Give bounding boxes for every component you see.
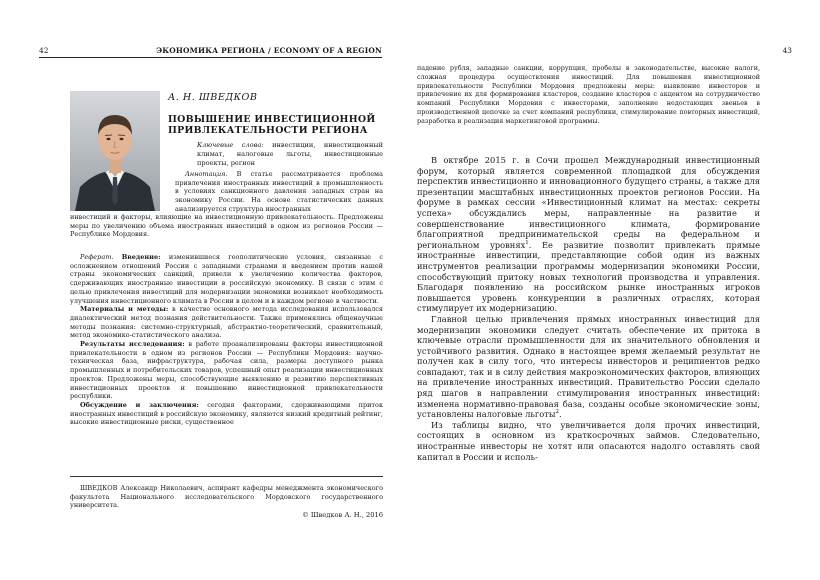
footnote-ref[interactable]: 1 (525, 239, 529, 246)
results-label: Результаты исследования: (80, 340, 185, 349)
author-photo (70, 91, 160, 211)
keywords (197, 141, 383, 168)
author-info-text: ШВЕДКОВ Александр Николаевич, аспирант кафедры менеджмента экономического факультета Национального исследовательского Мордовского государственного университета. (70, 484, 383, 510)
discussion-label: Обсуждение и заключения: (80, 400, 199, 409)
keywords-label: Ключевые слова: (197, 141, 264, 149)
paragraph (417, 314, 760, 420)
page-number: 42 (39, 46, 49, 55)
right-page (410, 0, 820, 580)
title-line: ПРИВЛЕКАТЕЛЬНОСТИ РЕГИОНА (168, 125, 368, 136)
annotation-text: В статье рассматривается проблема привлечения иностранных инвестиций в промышленность в условиях санкционного давления западных стран на экономику России. На основе статистических данных анализируется структура иностранных (175, 170, 383, 213)
author-name: А. Н. ШВЕДКОВ (168, 92, 258, 103)
article-title (168, 114, 378, 136)
paragraph-text: В октябре 2015 г. в Сочи прошел Международный инвестиционный форум, который является современной площадкой для обсуждения перспектив инвестиционно и инновационного будущего страны, а также для презентации масштабных инвестиционных проектов регионов России. На форуме в рамках сессии «Инвестиционный климат на местах: секреты успеха» обсуждались меры, направленные на развитие и совершенствование инвестиционного климата, формирование благоприятной предпринимательской среды на федеральном и региональном уровнях (417, 155, 760, 250)
paragraph (417, 155, 760, 314)
annotation (175, 170, 383, 214)
intro-label: Введение: (121, 253, 161, 261)
keywords-text: инвестиции, инвестиционный климат, налоговые льготы, инвестиционные проекты, регион (197, 141, 383, 167)
abstract-text: падение рубля, западные санкции, коррупция, пробелы в законодательстве, высокие налоги, сложная процедура осуществления инвестиций. Для повышения инвестиционной привлекательности Республики Мордовия предложены меры: выявление инвесторов и привлечение их для формирования кластеров, создание кластеров с акцентом на сотрудничество компаний Республики Мордовия с инвесторами, заполнение недостающих звеньев в производственной цепочке за счет компаний республики, стимулирование повторных инвестиций, разработка и реализация маркетинговой программы. (417, 64, 760, 125)
methods-text: в качестве основного метода исследования использовался диалектический метод познания действительности. Также применялись общенаучные методы познания: системно-структурный, абстрактно-теоретический, сравнительный, метод экономико-статистического анализа. (70, 305, 383, 340)
paragraph-text: Из таблицы видно, что увеличивается доля прочих инвестиций, состоящих в основном из краткосрочных займов. Следовательно, иностранные инвесторы не хотят или опасаются надолго оставлять свой капитал в России и исполь- (417, 419, 760, 462)
copyright: © Шведков А. Н., 2016 (302, 511, 383, 519)
author-info (70, 484, 383, 510)
paragraph (417, 420, 760, 462)
referat-label: Реферат. (80, 253, 114, 261)
body-text (417, 155, 760, 462)
title-line: ПОВЫШЕНИЕ ИНВЕСТИЦИОННОЙ (168, 114, 376, 125)
paragraph-text: . Ее развитие позволит привлекать прямые иностранные инвестиции, представляющие собой один из важных инструментов реализации программы модернизации экономики России, способствующий притоку новых технологий производства и управления. Благодаря появлению на российском рынке иностранных игроков повышается уровень конкуренции в различных отраслях, которая стимулирует их модернизацию. (417, 239, 760, 314)
results-text: в работе проанализированы факторы инвестиционной привлекательности в одном из регионов России — Республики Мордовия: научно-техническая база, инфраструктура, рабочая сила, размеры доступного рынка промышленных и потребительских товаров, успешный опыт реализации инвестиционных проектов. Предложены меры, способствующие выявлению и развитию перспективных инвестиционных проектов и повышению инвестиционной привлекательности республики. (70, 340, 383, 401)
abstract-continued (417, 64, 760, 126)
divider (70, 476, 383, 477)
paragraph-text: . (558, 409, 562, 420)
intro-text: изменившиеся геополитические условия, связанные с осложнением отношений России с западными странами и введением против нашей страны экономических санкций, привели к увеличению количества факторов, сдерживающих иностранные инвестиции в российскую экономику. В связи с этим с целью привлечения инвестиций для модернизации экономики возникает необходимость улучшения инвестиционного климата в России в целом и в каждом регионе в частности. (70, 253, 383, 305)
discussion-text: сегодня факторами, сдерживающими приток иностранных инвестиций в российскую экономику, являются низкий кредитный рейтинг, высокие инвестиционные риски, существенное (70, 400, 384, 427)
annotation-label: Аннотация. (185, 170, 228, 178)
annotation-text-continued: инвестиций и факторы, влияющие на инвестиционную привлекательность. Предложены меры по увеличению объема иностранных инвестиций в одном из регионов России — Республике Мордовия. (70, 213, 383, 239)
annotation-continued (70, 213, 383, 239)
referat (70, 253, 383, 427)
methods-label: Материалы и методы: (80, 305, 169, 314)
footnote-ref[interactable]: 2 (555, 409, 559, 416)
paragraph-text: Главной целью привлечения прямых иностранных инвестиций для модернизации экономики следует считать обеспечение их притока в ключевые отрасли промышленности для их значительного обновления и устойчивого развития. Однако в настоящее время желаемый результат не получен как в силу того, что интересы инвесторов и реципиентов редко совпадают, так и в силу действия макроэкономических факторов, влияющих на привлечение иностранных инвестиций. Правительство России сделало ряд шагов в направлении стимулирования иностранных инвестиций: изменена нормативно-правовая база, созданы особые экономические зоны, установлены налоговые льготы (417, 313, 760, 420)
page-number: 43 (782, 46, 792, 55)
journal-title: ЭКОНОМИКА РЕГИОНА / ECONOMY OF A REGION (156, 46, 382, 55)
running-head (39, 46, 382, 58)
